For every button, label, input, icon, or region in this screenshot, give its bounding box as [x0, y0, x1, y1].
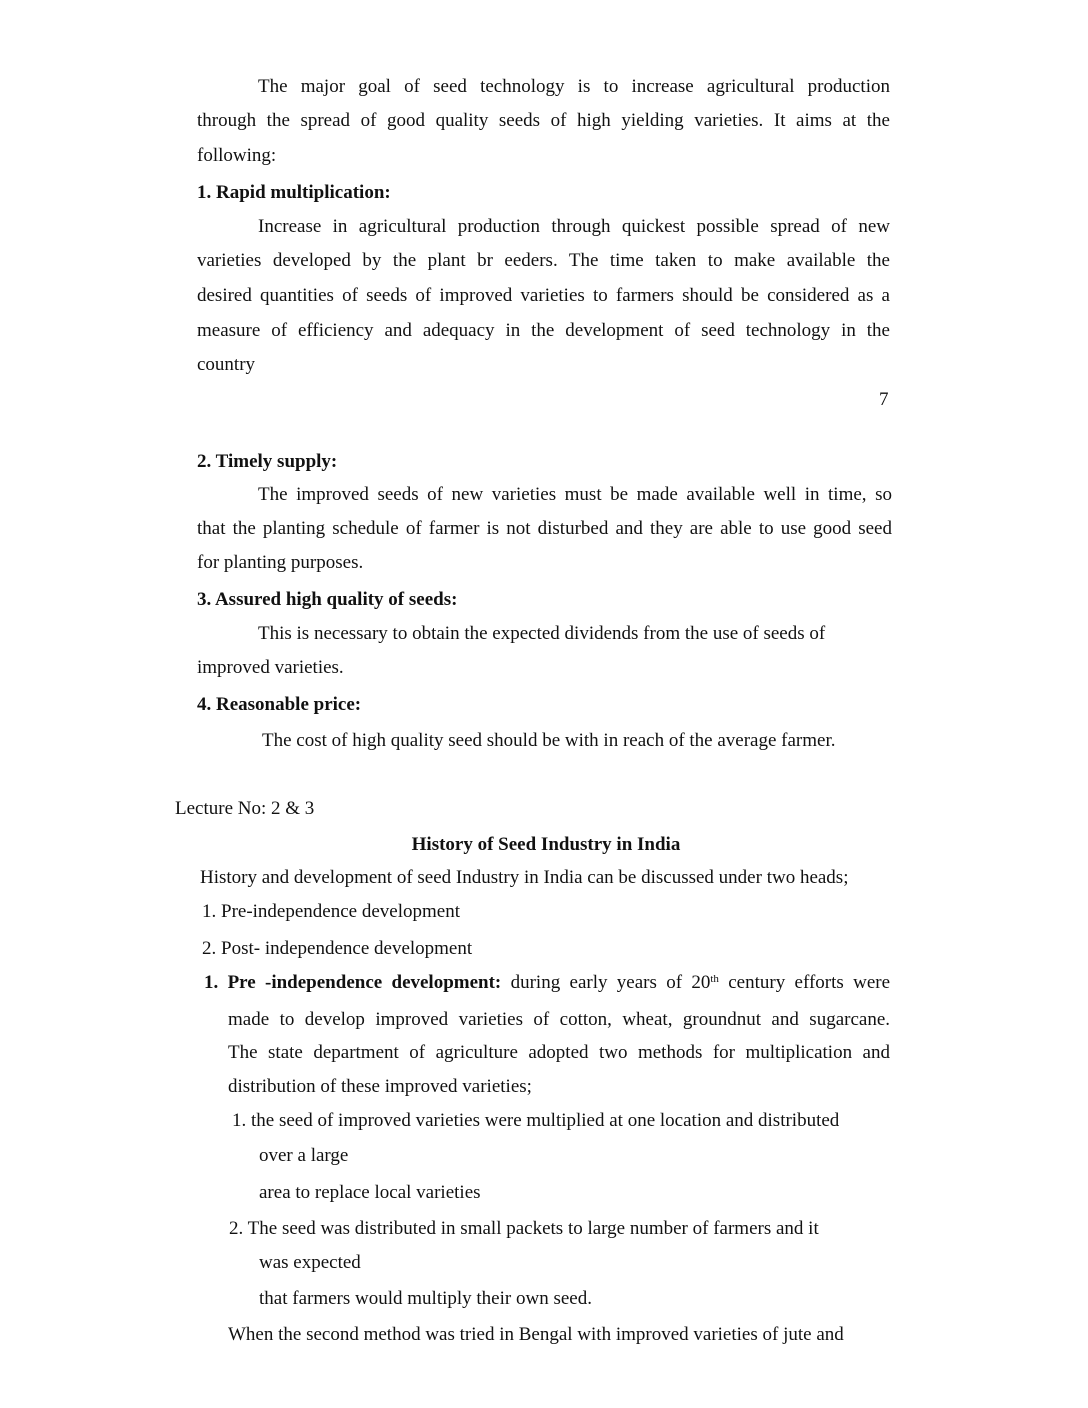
rapid-line-4: measure of efficiency and adequacy in the development of seed technology in the — [197, 320, 890, 341]
intro-line-1: The major goal of seed technology is to increase agricultural production — [258, 76, 890, 97]
timely-line-3: for planting purposes. — [197, 552, 364, 573]
assured-line-1: This is necessary to obtain the expected dividends from the use of seeds of — [258, 623, 826, 644]
method-1-line-1: 1. the seed of improved varieties were multiplied at one location and distributed — [232, 1110, 840, 1131]
rapid-line-2: varieties developed by the plant br eeders. The time taken to make available the — [197, 250, 890, 271]
pre-independence-line-2: made to develop improved varieties of cotton, wheat, groundnut and sugarcane. — [228, 1009, 890, 1030]
pre-independence-line-1 — [204, 972, 890, 994]
timely-line-2: that the planting schedule of farmer is not disturbed and they are able to use good seed — [197, 518, 892, 539]
head-item-1: 1. Pre-independence development — [202, 901, 460, 922]
superscript-th: th — [710, 973, 719, 985]
lecture-label: Lecture No: 2 & 3 — [175, 798, 315, 819]
rapid-line-3: desired quantities of seeds of improved varieties to farmers should be considered as a — [197, 285, 890, 306]
timely-line-1: The improved seeds of new varieties must be made available well in time, so — [258, 484, 892, 505]
rapid-multiplication-heading: 1. Rapid multiplication: — [197, 182, 391, 203]
rapid-line-5: country — [197, 354, 256, 375]
section-title-text: History of Seed Industry in India — [411, 834, 681, 855]
closing-line: When the second method was tried in Bengal with improved varieties of jute and — [228, 1324, 844, 1345]
pre-line-1-text: during early years of 20 — [510, 972, 711, 993]
assured-line-2: improved varieties. — [197, 657, 344, 678]
timely-supply-heading: 2. Timely supply: — [197, 451, 338, 472]
assured-quality-heading: 3. Assured high quality of seeds: — [197, 589, 458, 610]
pre-independence-line-3: The state department of agriculture adopted two methods for multiplication and — [228, 1042, 890, 1063]
reasonable-price-heading: 4. Reasonable price: — [197, 694, 362, 715]
section-title — [0, 834, 1088, 856]
price-line-1: The cost of high quality seed should be with in reach of the average farmer. — [262, 730, 836, 751]
method-2-line-1: 2. The seed was distributed in small packets to large number of farmers and it — [229, 1218, 819, 1239]
pre-line-1-text-end: century efforts were — [728, 972, 891, 993]
head-item-2: 2. Post- independence development — [202, 938, 473, 959]
pre-independence-heading: 1. Pre -independence development: — [204, 972, 502, 993]
method-1-line-3: area to replace local varieties — [259, 1182, 481, 1203]
method-2-line-3: that farmers would multiply their own seed. — [259, 1288, 592, 1309]
page-number: 7 — [879, 389, 889, 410]
intro-line-3: following: — [197, 145, 277, 166]
pre-independence-line-4: distribution of these improved varieties; — [228, 1076, 532, 1097]
lecture-intro: History and development of seed Industry in India can be discussed under two heads; — [200, 867, 849, 888]
method-2-line-2: was expected — [259, 1252, 361, 1273]
intro-line-2: through the spread of good quality seeds of high yielding varieties. It aims at the — [197, 110, 890, 131]
method-1-line-2: over a large — [259, 1145, 349, 1166]
rapid-line-1: Increase in agricultural production through quickest possible spread of new — [258, 216, 890, 237]
